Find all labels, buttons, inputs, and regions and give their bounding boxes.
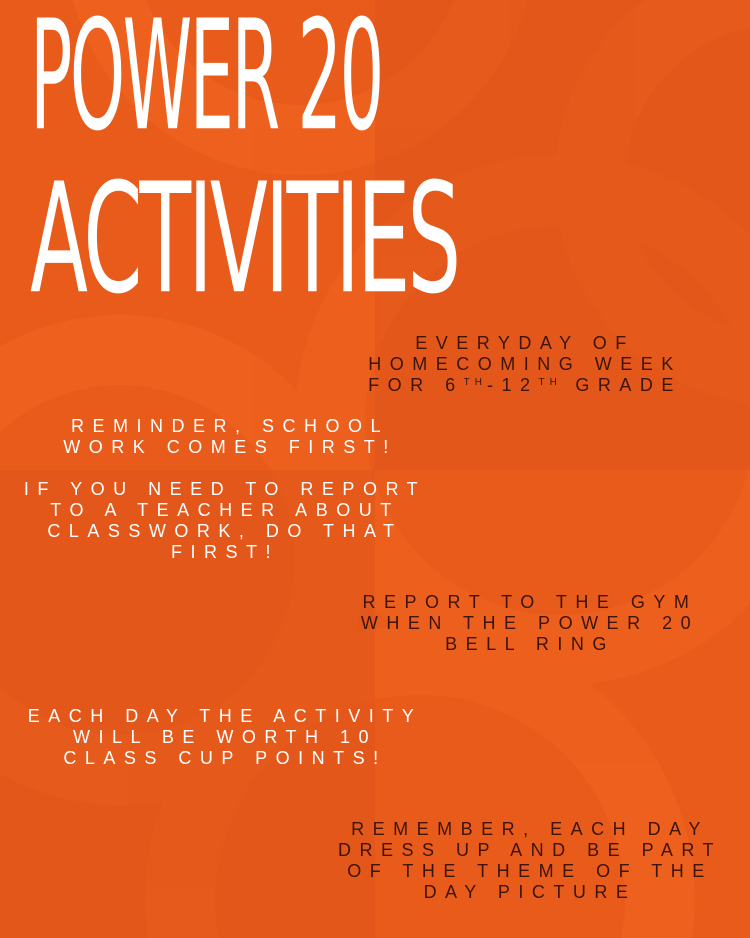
everyday-sup-2: TH <box>538 377 562 388</box>
remember-line-3: OF THE THEME OF THE <box>347 861 713 881</box>
everyday-text-block <box>330 333 720 396</box>
report-teacher-line-1: IF YOU NEED TO REPORT <box>23 479 427 499</box>
reminder-line-1: REMINDER, SCHOOL <box>70 416 390 436</box>
gym-text-block <box>330 592 730 655</box>
everyday-line-1: EVERYDAY OF <box>415 333 635 353</box>
everyday-line-2: HOMECOMING WEEK <box>368 354 682 374</box>
reminder-text-block <box>20 416 440 458</box>
report-teacher-line-2: TO A TEACHER ABOUT <box>50 500 400 520</box>
remember-line-4: DAY PICTURE <box>423 882 637 902</box>
everyday-line-3 <box>330 375 720 396</box>
report-teacher-text-block <box>0 479 450 563</box>
reminder-line-2: WORK COMES FIRST! <box>63 437 397 457</box>
each-day-line-2: WILL BE WORTH 10 <box>72 727 378 747</box>
remember-line-2: DRESS UP AND BE PART <box>337 840 723 860</box>
each-day-line-1: EACH DAY THE ACTIVITY <box>27 706 423 726</box>
report-teacher-line-3: CLASSWORK, DO THAT <box>47 521 403 541</box>
title-line-2: ACTIVITIES <box>30 149 458 328</box>
everyday-sup-1: TH <box>463 377 487 388</box>
gym-line-3: BELL RING <box>445 634 615 654</box>
everyday-line-3-b: -12 <box>486 375 539 395</box>
gym-line-2: WHEN THE POWER 20 <box>360 613 700 633</box>
remember-text-block <box>315 819 745 903</box>
remember-line-1: REMEMBER, EACH DAY <box>351 819 709 839</box>
everyday-line-3-c: GRADE <box>561 375 682 395</box>
everyday-line-3-a: FOR 6 <box>368 375 464 395</box>
each-day-line-3: CLASS CUP POINTS! <box>63 748 387 768</box>
gym-line-1: REPORT TO THE GYM <box>362 592 698 612</box>
report-teacher-line-4: FIRST! <box>171 542 279 562</box>
each-day-text-block <box>0 706 450 769</box>
title-line-1: POWER 20 <box>30 0 382 165</box>
